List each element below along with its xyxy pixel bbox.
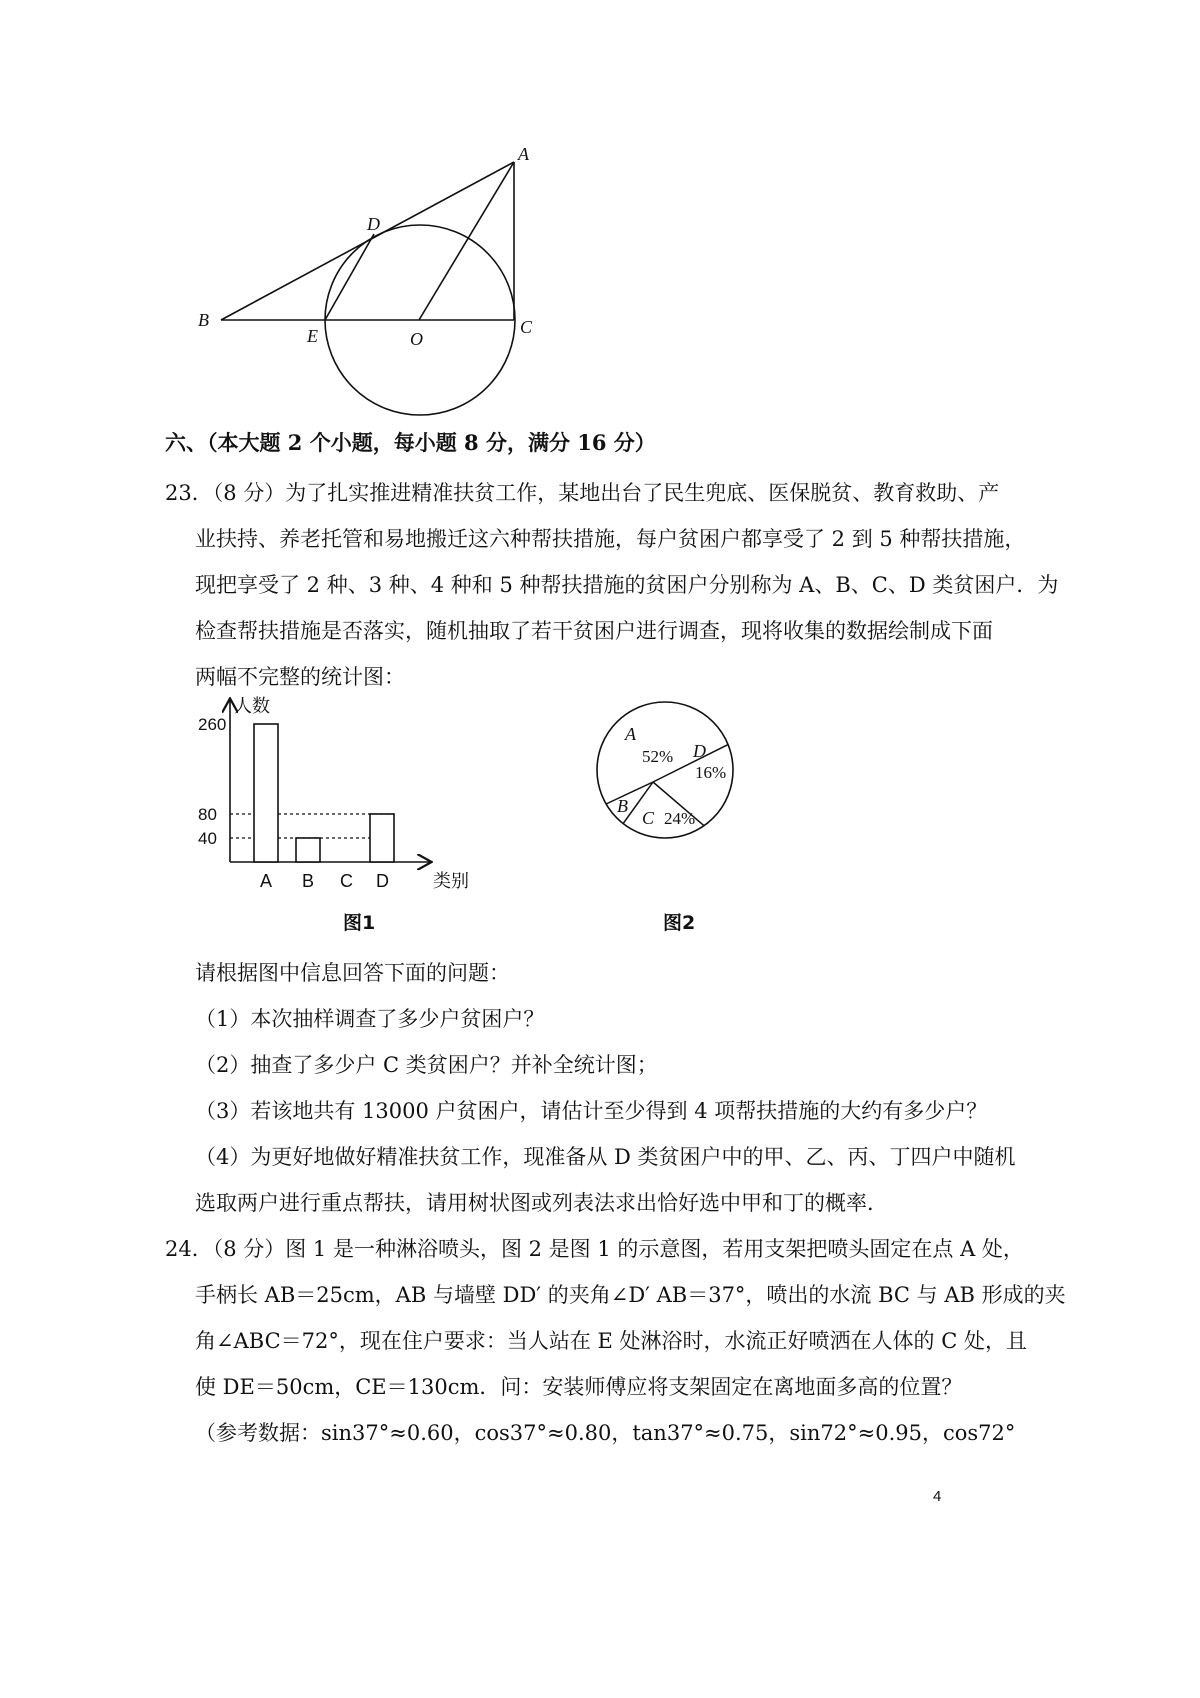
segment-AO: [419, 162, 514, 320]
q23-line-2: 业扶持、养老托管和易地搬迁这六种帮扶措施，每户贫困户都享受了 2 到 5 种帮扶措施，: [195, 527, 1026, 551]
point-label-B: B: [198, 310, 209, 330]
section-header: 六、（本大题 2 个小题，每小题 8 分，满分 16 分）: [165, 430, 656, 455]
y-tick-label: 80: [198, 805, 217, 824]
segment-ED: [325, 234, 374, 320]
pie-slice-label-A: A: [625, 724, 636, 744]
pie-chart: [585, 700, 745, 850]
pie-slice-label-B: B: [617, 796, 628, 816]
q23-line-5: 两幅不完整的统计图：: [195, 665, 405, 689]
q24-line-4: 使 DE＝50cm，CE＝130cm．问：安装师傅应将支架固定在离地面多高的位置？: [195, 1375, 963, 1399]
q23-line-4: 检查帮扶措施是否落实，随机抽取了若干贫困户进行调查，现将收集的数据绘制成下面: [195, 619, 993, 643]
x-tick-label-A: A: [260, 871, 273, 891]
q24-line-3: 角∠ABC＝72°，现在住户要求：当人站在 E 处淋浴时，水流正好喷洒在人体的 C 处，且: [195, 1329, 1027, 1353]
q24-line-5: （参考数据：sin37°≈0.60，cos37°≈0.80，tan37°≈0.75，sin72°≈0.95，cos72°: [195, 1421, 1016, 1445]
pie-slice-label-C: C: [642, 808, 655, 828]
q24-line-1: 24．（8 分）图 1 是一种淋浴喷头，图 2 是图 1 的示意图，若用支架把喷头固定在点 A 处，: [165, 1237, 1024, 1261]
q23-part-4-cont: 选取两户进行重点帮扶，请用树状图或列表法求出恰好选中甲和丁的概率．: [195, 1191, 888, 1215]
y-tick-label: 40: [198, 829, 217, 848]
bar-A: [254, 724, 278, 862]
figure-2-caption: 图2: [663, 912, 696, 934]
q23-part-2: （2）抽查了多少户 C 类贫困户？并补全统计图；: [195, 1053, 658, 1077]
bar-B: [296, 838, 320, 862]
bar-D: [370, 814, 394, 862]
q24-line-2: 手柄长 AB＝25cm，AB 与墙壁 DD′ 的夹角∠D′ AB＝37°，喷出的水流 BC 与 AB 形成的夹: [195, 1283, 1066, 1307]
pie-slice-percent-D: 16%: [695, 763, 727, 782]
q23-part-1: （1）本次抽样调查了多少户贫困户？: [195, 1007, 545, 1031]
point-label-C: C: [520, 317, 533, 337]
x-tick-label-B: B: [302, 871, 315, 891]
x-tick-label-D: D: [376, 871, 389, 891]
q23-part-3: （3）若该地共有 13000 户贫困户，请估计至少得到 4 项帮扶措施的大约有多少户？: [195, 1099, 988, 1123]
y-tick-label: 260: [198, 715, 227, 734]
bar-chart: [190, 690, 490, 900]
figure-1-caption: 图1: [343, 912, 376, 934]
x-tick-label-C: C: [340, 871, 353, 891]
point-label-A: A: [518, 144, 529, 164]
q23-line-3: 现把享受了 2 种、3 种、4 种和 5 种帮扶措施的贫困户分别称为 A、B、C、D 类贫困户．为: [195, 573, 1059, 597]
point-label-E: E: [307, 326, 318, 346]
pie-slice-percent-C: 24%: [664, 809, 696, 828]
point-label-D: D: [367, 214, 380, 234]
pie-slice-label-D: D: [693, 741, 706, 761]
q23-part-4: （4）为更好地做好精准扶贫工作，现准备从 D 类贫困户中的甲、乙、丙、丁四户中随机: [195, 1145, 1016, 1169]
q23-prompt: 请根据图中信息回答下面的问题：: [195, 961, 510, 985]
q23-line-1: 23．（8 分）为了扎实推进精准扶贫工作，某地出台了民生兜底、医保脱贫、教育救助、产: [165, 481, 1000, 505]
pie-slice-percent-A: 52%: [642, 747, 674, 766]
geometry-figure: [190, 140, 560, 420]
page-number: 4: [933, 1488, 942, 1505]
x-axis-label: 类别: [433, 871, 469, 891]
point-label-O: O: [410, 329, 423, 349]
y-axis-label: 人数: [234, 696, 270, 716]
